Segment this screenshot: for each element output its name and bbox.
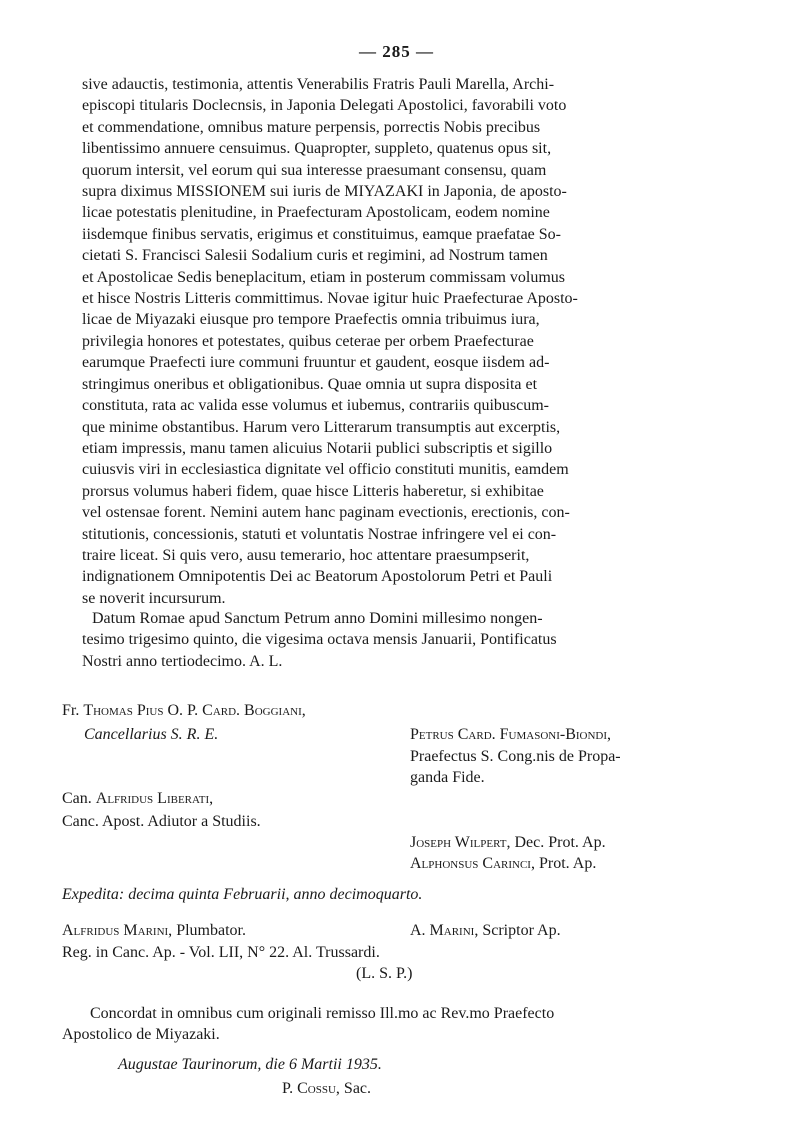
text-line: Concordat in omnibus cum originali remisso Ill.mo ac Rev.mo Praefecto xyxy=(90,1005,555,1022)
text-line: privilegia honores et potestates, quibus ceterae per orbem Praefecturae xyxy=(82,332,534,350)
carinci-name: Alphonsus Carinci, xyxy=(410,855,535,872)
fumasoni-title-line-1: Praefectus S. Cong.nis de Propa- xyxy=(410,748,621,765)
text-line: et Apostolicae Sedis beneplacitum, etiam in posterum commissam volumus xyxy=(82,268,566,286)
final-name: Cossu, xyxy=(297,1080,340,1097)
place-date: Augustae Taurinorum, die 6 Martii 1935. xyxy=(118,1056,382,1073)
boggiani-prefix: Fr. xyxy=(62,702,80,719)
final-signature xyxy=(282,1078,371,1099)
boggiani-name: Thomas Pius O. P. Card. Boggiani, xyxy=(83,702,306,719)
signature-liberati xyxy=(62,788,213,809)
text-line: Nostri anno tertiodecimo. A. L. xyxy=(82,652,283,670)
signature-carinci xyxy=(410,853,596,874)
text-line: constituta, rata ac valida esse volumus et iubemus, contrariis quibuscum- xyxy=(82,397,549,415)
text-line: traire liceat. Si quis vero, ausu temerario, hoc attentare praesumpserit, xyxy=(82,546,530,564)
text-line: cietati S. Francisci Salesii Sodalium curis et regimini, ad Nostrum tamen xyxy=(82,247,548,265)
fumasoni-title-line-2: ganda Fide. xyxy=(410,769,485,786)
text-line: iisdemque finibus servatis, erigimus et constituimus, eamque praefatae So- xyxy=(82,225,561,243)
text-line: licae de Miyazaki eiusque pro tempore Praefectis omnia tribuimus iura, xyxy=(82,311,540,329)
signature-boggiani xyxy=(62,700,306,721)
liberati-title: Canc. Apost. Adiutor a Studiis. xyxy=(62,813,261,830)
fumasoni-name: Petrus Card. Fumasoni-Biondi, xyxy=(410,726,612,743)
text-line: sive adauctis, testimonia, attentis Venerabilis Fratris Pauli Marella, Archi- xyxy=(82,76,555,93)
text-line: libentissimo annuere censuimus. Quapropter, suppleto, quatenus opus sit, xyxy=(82,140,552,158)
text-line: tesimo trigesimo quinto, die vigesima octava mensis Januarii, Pontificatus xyxy=(82,631,557,649)
text-line: que minime obstantibus. Harum vero Litterarum transumptis aut excerptis, xyxy=(82,418,561,436)
signature-marini-plumbator xyxy=(62,920,246,941)
datum-paragraph xyxy=(82,608,730,672)
expedita-text: decima quinta Februarii, anno decimoquarto. xyxy=(128,886,423,903)
boggiani-title: Cancellarius S. R. E. xyxy=(84,726,219,743)
wilpert-title: Dec. Prot. Ap. xyxy=(514,834,606,851)
text-line: et hisce Nostris Litteris committimus. Novae igitur huic Praefecturae Aposto- xyxy=(82,290,578,308)
text-line: Datum Romae apud Sanctum Petrum anno Domini millesimo nongen- xyxy=(92,610,543,627)
carinci-title: Prot. Ap. xyxy=(538,855,597,872)
marini1-title: Plumbator. xyxy=(176,922,246,939)
marini2-title: Scriptor Ap. xyxy=(482,922,561,939)
text-line: supra diximus MISSIONEM sui iuris de MIYAZAKI in Japonia, de aposto- xyxy=(82,183,567,201)
final-initial: P. xyxy=(282,1080,294,1097)
expedita-line xyxy=(62,884,422,905)
signature-marini-scriptor xyxy=(410,920,561,941)
page-number: — 285 — xyxy=(359,42,434,61)
text-line: etiam impressis, manu tamen alicuius Notarii publici subscriptis et sigillo xyxy=(82,439,553,457)
text-line: quorum intersit, vel eorum qui sua interesse praesumant consensu, quam xyxy=(82,161,547,179)
liberati-name: Alfridus Liberati, xyxy=(95,790,214,807)
text-line: earumque Praefecti iure communi fruuntur et gaudent, eosque iisdem ad- xyxy=(82,354,550,372)
text-line: indignationem Omnipotentis Dei ac Beatorum Apostolorum Petri et Pauli xyxy=(82,568,553,586)
registration-line: Reg. in Canc. Ap. - Vol. LII, N° 22. Al. Trussardi. xyxy=(62,944,380,961)
text-line: stitutionis, concessionis, statuti et voluntatis Nostrae infringere vel ei con- xyxy=(82,525,557,543)
signature-wilpert xyxy=(410,832,606,853)
marini2-name: A. Marini, xyxy=(410,922,479,939)
text-line: prorsus volumus haberi fidem, quae hisce Litteris haberetur, si exhibitae xyxy=(82,482,544,500)
wilpert-name: Joseph Wilpert, xyxy=(410,834,511,851)
text-line: se noverit incursurum. xyxy=(82,589,226,607)
text-line: licae potestatis plenitudine, in Praefecturam Apostolicam, eodem nomine xyxy=(82,204,550,222)
text-line: et commendatione, omnibus mature perpensis, porrectis Nobis precibus xyxy=(82,118,541,136)
text-line: episcopi titularis Doclecnsis, in Japonia Delegati Apostolici, favorabili voto xyxy=(82,97,567,115)
marini1-name: Alfridus Marini, xyxy=(62,922,173,939)
concordat-paragraph xyxy=(62,1003,730,1046)
final-suffix: Sac. xyxy=(343,1080,372,1097)
text-line: stringimus oneribus et obligationibus. Quae omnia ut supra disposita et xyxy=(82,375,538,393)
text-line: Apostolico de Miyazaki. xyxy=(62,1026,220,1044)
text-line: cuiusvis viri in ecclesiastica dignitate vel officio constituti munitis, eamdem xyxy=(82,461,569,479)
text-line: vel ostensae forent. Nemini autem hanc paginam evectionis, erectionis, con- xyxy=(82,504,570,522)
main-paragraph xyxy=(82,74,730,609)
liberati-prefix: Can. xyxy=(62,790,92,807)
expedita-label: Expedita: xyxy=(62,886,125,903)
seal-mark: (L. S. P.) xyxy=(356,965,413,982)
